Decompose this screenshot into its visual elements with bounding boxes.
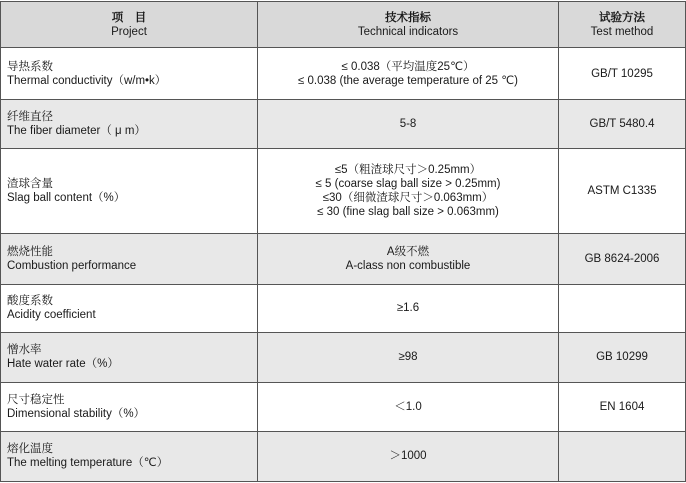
test-method-cell [559, 382, 686, 431]
header-project-cn: 项 目 [111, 11, 147, 24]
table-row [1, 100, 686, 149]
item-name-cn: 纤维直径 [7, 111, 53, 124]
table-row [1, 149, 686, 234]
item-name-en: Hate water rate（%） [7, 358, 119, 371]
table-row [1, 332, 686, 382]
indicator-cell [258, 332, 559, 382]
header-test-method [559, 2, 686, 48]
header-indicators [258, 2, 559, 48]
indicator-value: A级不燃 [386, 245, 430, 258]
test-method-cell [559, 284, 686, 332]
item-name-en: Dimensional stability（%） [7, 407, 146, 420]
item-cell [1, 284, 258, 332]
item-cell [1, 234, 258, 284]
item-name-en: The fiber diameter（ μ m） [7, 125, 146, 138]
table-header-row [1, 2, 686, 48]
item-name-en: Combustion performance [7, 259, 137, 272]
indicator-value: ≤ 5 (coarse slag ball size > 0.25mm) [315, 178, 501, 191]
item-name-cn: 酸度系数 [7, 295, 53, 308]
indicator-value: ≤5（粗渣球尺寸＞0.25mm） [334, 164, 482, 177]
item-cell [1, 48, 258, 100]
indicator-value: ＜1.0 [394, 400, 422, 413]
item-name-cn: 憎水率 [7, 344, 42, 357]
item-name-cn: 燃烧性能 [7, 245, 53, 258]
test-method-value: EN 1604 [599, 400, 645, 413]
header-indicators-en: Technical indicators [357, 25, 459, 38]
item-name-en: Thermal conductivity（w/m•k） [7, 74, 167, 87]
indicator-value: ≤ 0.038（平均温度25℃） [341, 60, 475, 73]
item-name-en: Acidity coefficient [7, 309, 96, 322]
header-project-en: Project [111, 25, 147, 38]
table-row [1, 284, 686, 332]
table-row [1, 382, 686, 431]
test-method-value: GB/T 10295 [591, 67, 653, 80]
indicator-cell [258, 48, 559, 100]
header-indicators-cn: 技术指标 [385, 11, 431, 24]
item-cell [1, 382, 258, 431]
test-method-value: GB 10299 [596, 351, 648, 364]
table-row [1, 431, 686, 481]
indicator-cell [258, 234, 559, 284]
item-name-cn: 导热系数 [7, 60, 53, 73]
item-name-en: Slag ball content（%） [7, 192, 126, 205]
test-method-value: GB 8624-2006 [584, 252, 660, 265]
test-method-cell [559, 100, 686, 149]
item-cell [1, 332, 258, 382]
indicator-value: ≤ 0.038 (the average temperature of 25 ℃) [298, 74, 518, 87]
test-method-cell [559, 149, 686, 234]
header-method-en: Test method [590, 25, 654, 38]
test-method-value: ASTM C1335 [587, 185, 657, 198]
indicator-cell [258, 149, 559, 234]
indicator-value: ＞1000 [389, 450, 427, 463]
indicator-value: ≤30（细微渣球尺寸＞0.063mm） [322, 192, 494, 205]
test-method-value: GB/T 5480.4 [589, 118, 655, 131]
indicator-value: ≥98 [398, 351, 418, 364]
item-cell [1, 100, 258, 149]
specification-table [0, 1, 686, 482]
table-row [1, 48, 686, 100]
table-row [1, 234, 686, 284]
test-method-cell [559, 431, 686, 481]
item-name-en: The melting temperature（℃） [7, 457, 169, 470]
indicator-value: A-class non combustible [345, 259, 471, 272]
item-name-cn: 熔化温度 [7, 443, 53, 456]
indicator-cell [258, 382, 559, 431]
test-method-cell [559, 234, 686, 284]
header-method-cn: 试验方法 [599, 11, 645, 24]
header-project [1, 2, 258, 48]
indicator-cell [258, 100, 559, 149]
test-method-cell [559, 48, 686, 100]
test-method-cell [559, 332, 686, 382]
indicator-value: ≤ 30 (fine slag ball size > 0.063mm) [317, 206, 499, 219]
item-cell [1, 149, 258, 234]
indicator-value: ≥1.6 [396, 302, 420, 315]
item-name-cn: 渣球含量 [7, 178, 53, 191]
item-name-cn: 尺寸稳定性 [7, 393, 65, 406]
indicator-cell [258, 431, 559, 481]
indicator-value: 5-8 [399, 118, 417, 131]
indicator-cell [258, 284, 559, 332]
item-cell [1, 431, 258, 481]
